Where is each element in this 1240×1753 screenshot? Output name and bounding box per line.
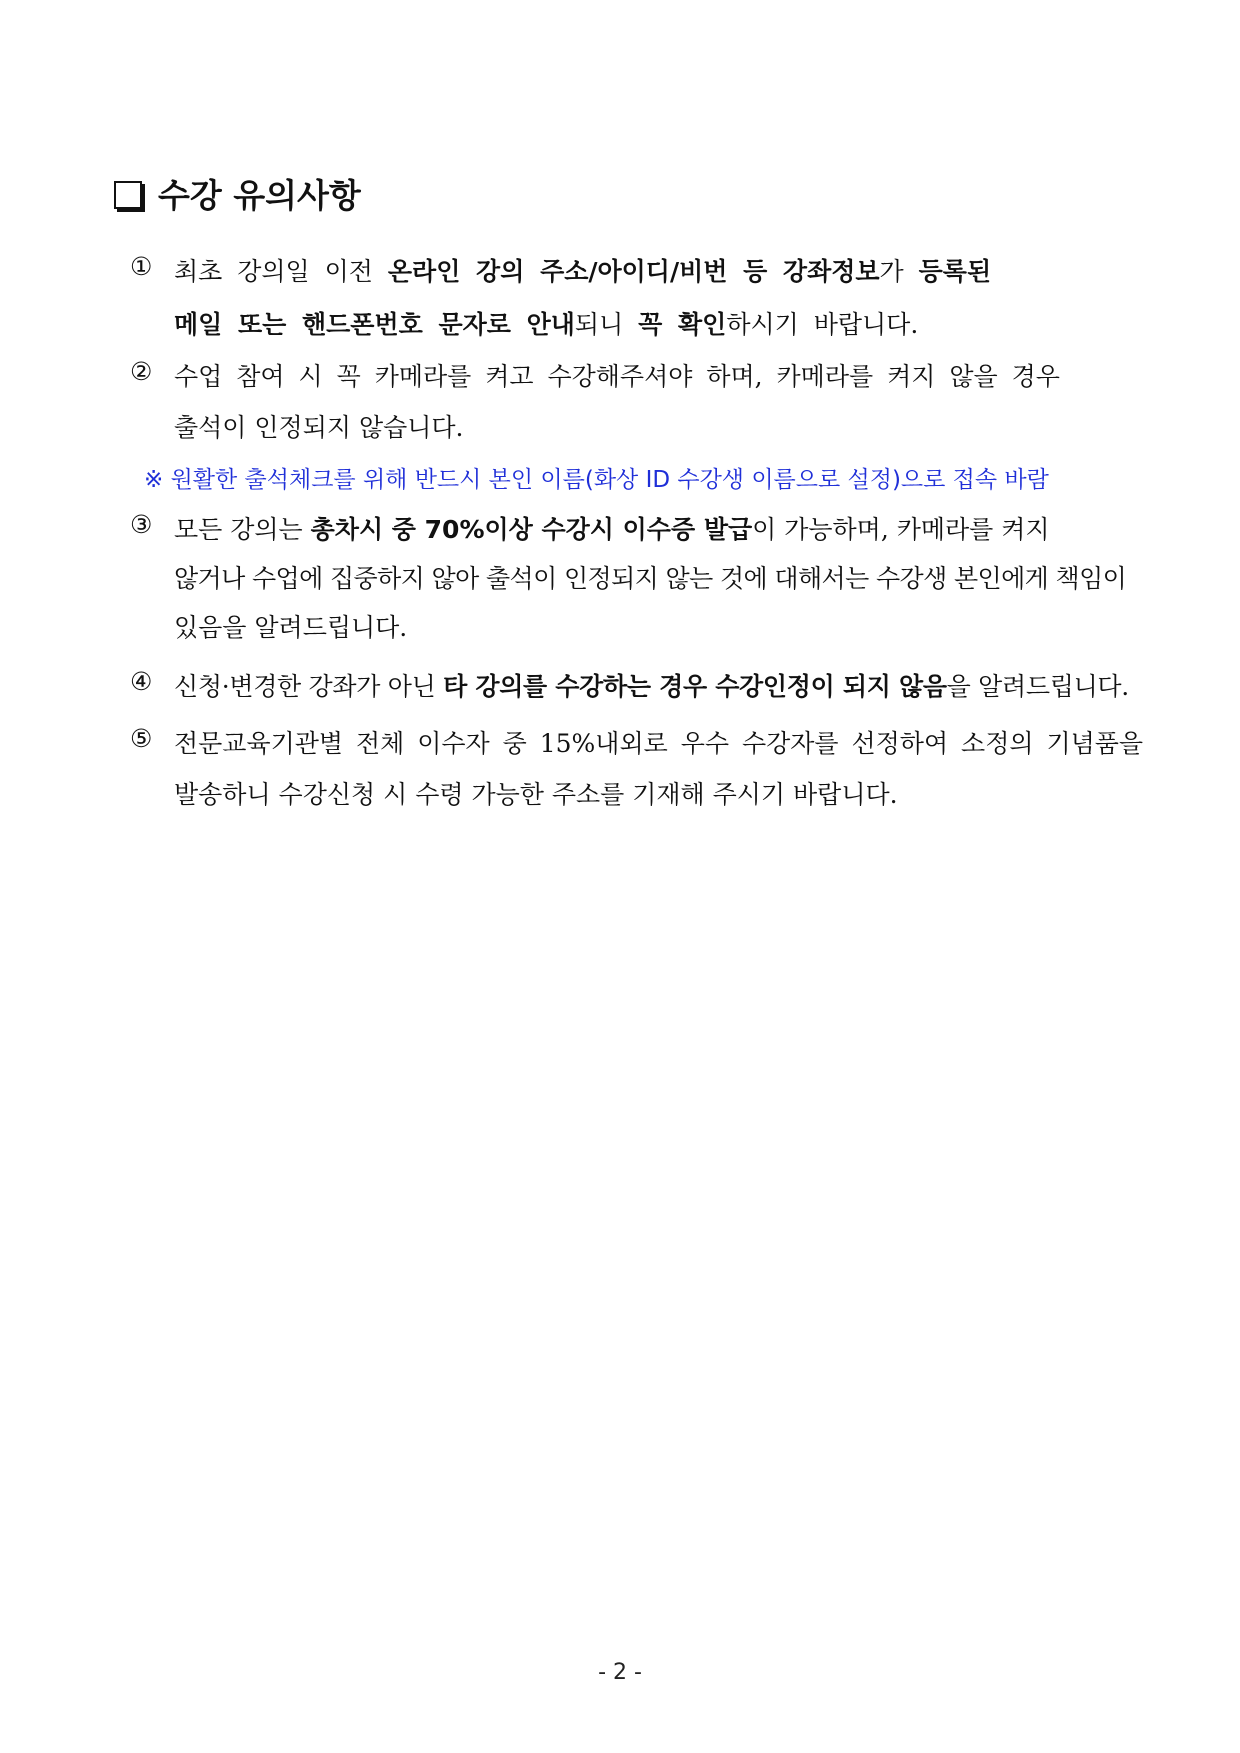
item-line xyxy=(174,305,918,341)
bold-text-run: 등록된 xyxy=(918,257,992,286)
item-line xyxy=(174,510,1050,546)
section-title: 수강 유의사항 xyxy=(158,176,361,215)
checkbox-square-icon xyxy=(114,181,142,209)
text-run: 모든 강의는 xyxy=(174,515,311,544)
item-marker: ① xyxy=(130,252,153,281)
item-line xyxy=(174,775,898,811)
text-run: 가 xyxy=(879,257,919,286)
text-run: 하시기 바랍니다. xyxy=(726,310,919,339)
bold-text-run: 꼭 확인 xyxy=(638,310,727,339)
text-run: 수업 참여 시 꼭 카메라를 켜고 수강해주셔야 하며, 카메라를 켜지 않을 경우 xyxy=(174,362,1060,391)
page-number: - 2 - xyxy=(598,1660,642,1685)
text-run: 최초 강의일 이전 xyxy=(174,257,388,286)
item-marker: ③ xyxy=(130,510,153,539)
bold-text-run: 온라인 강의 주소/아이디/비번 등 강좌정보 xyxy=(387,257,880,286)
item-line xyxy=(174,724,1143,760)
text-run: 신청·변경한 강좌가 아닌 xyxy=(174,672,444,701)
item-line xyxy=(174,559,1126,595)
section-heading xyxy=(114,170,361,217)
text-run: 이 가능하며, 카메라를 켜지 xyxy=(752,515,1050,544)
attendance-notice: ※ 원활한 출석체크를 위해 반드시 본인 이름(화상 ID 수강생 이름으로 설정)으로 접속 바람 xyxy=(144,467,1049,493)
bold-text-run: 타 강의를 수강하는 경우 수강인정이 되지 않음 xyxy=(443,672,947,701)
text-run: 있음을 알려드립니다. xyxy=(174,613,408,642)
item-line xyxy=(174,667,1129,703)
item-line xyxy=(174,608,407,644)
text-run: 출석이 인정되지 않습니다. xyxy=(174,413,464,442)
bold-text-run: 메일 또는 핸드폰번호 문자로 안내 xyxy=(174,310,575,339)
text-run: 발송하니 수강신청 시 수령 가능한 주소를 기재해 주시기 바랍니다. xyxy=(174,780,898,809)
item-marker: ④ xyxy=(130,667,153,696)
item-marker: ② xyxy=(130,357,153,386)
item-line xyxy=(174,357,1060,393)
bold-text-run: 총차시 중 70%이상 수강시 이수증 발급 xyxy=(310,515,753,544)
text-run: 을 알려드립니다. xyxy=(946,672,1129,701)
item-line xyxy=(174,252,991,288)
item-marker: ⑤ xyxy=(130,724,153,753)
text-run: 되니 xyxy=(574,310,639,339)
item-line xyxy=(174,408,464,444)
text-run: 않거나 수업에 집중하지 않아 출석이 인정되지 않는 것에 대해서는 수강생 본인에게 책임이 xyxy=(174,564,1127,593)
text-run: 전문교육기관별 전체 이수자 중 15%내외로 우수 수강자를 선정하여 소정의 기념품을 xyxy=(174,729,1144,758)
